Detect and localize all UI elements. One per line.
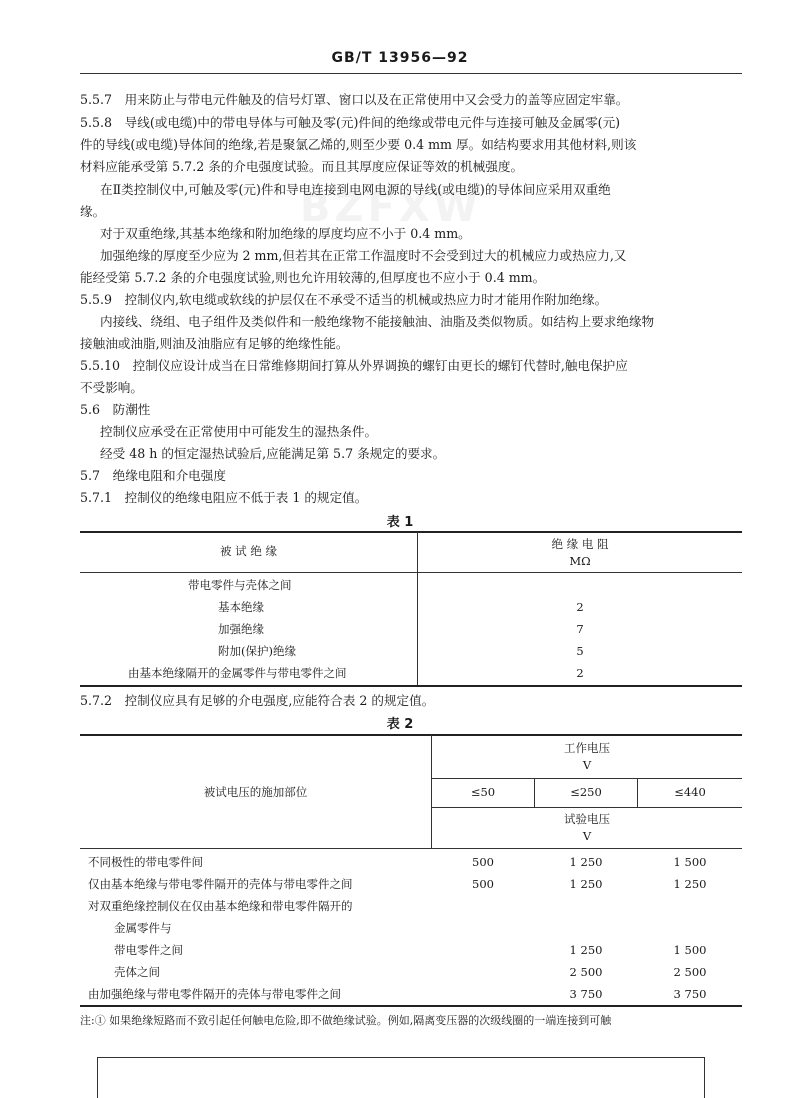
table2-header-rule: [80, 848, 742, 849]
table1-row-value: 5: [576, 644, 584, 658]
table1-col2-header: 绝 缘 电 阻: [551, 537, 609, 551]
table2-voltage-col: ≤440: [674, 785, 706, 799]
paragraph-line: 对于双重绝缘,其基本绝缘和附加绝缘的厚度均应不小于 0.4 mm。: [100, 226, 471, 241]
table2-cell: 500: [472, 855, 494, 869]
table1-row-label: 加强绝缘: [218, 622, 264, 636]
paragraph-line: 5.5.9 控制仪内,软电缆或软线的护层仅在不承受不适当的机械或热应力时才能用作附加绝缘。: [80, 292, 608, 307]
table2-test-voltage: 试验电压: [564, 812, 610, 826]
table-note: 注:① 如果绝缘短路而不致引起任何触电危险,即不做绝缘试验。例如,隔离变压器的次级线圈的一端连接到可触: [80, 1014, 612, 1027]
table1-row-label: 由基本绝缘隔开的金属零件与带电零件之间: [128, 666, 347, 680]
table2-cell: 1 250: [569, 855, 603, 869]
table2-cell: 2 500: [569, 965, 603, 979]
table1-row-value: 2: [576, 666, 584, 680]
table2-row-label: 不同极性的带电零件间: [88, 855, 203, 869]
table1-bottom-rule: [80, 685, 742, 687]
table2-cell: 1 250: [569, 943, 603, 957]
header-rule: [80, 73, 742, 74]
table1-row-value: 2: [576, 600, 584, 614]
section-heading: 5.7 绝缘电阻和介电强度: [80, 468, 226, 483]
paragraph-line: 能经受第 5.7.2 条的介电强度试验,则也允许用较薄的,但厚度也不应小于 0.4 mm。: [80, 270, 546, 285]
table1-col2-unit: MΩ: [569, 554, 591, 568]
bottom-frame: [97, 1057, 705, 1098]
table2-row-label: 金属零件与: [114, 921, 172, 935]
paragraph-line: 在Ⅱ类控制仪中,可触及零(元)件和导电连接到电网电源的导线(或电缆)的导体间应采用双重绝: [100, 182, 611, 197]
paragraph-line: 5.7.1 控制仪的绝缘电阻应不低于表 1 的规定值。: [80, 490, 368, 505]
table2-work-unit: V: [582, 758, 592, 772]
page-header: GB/T 13956—92: [331, 50, 469, 66]
section-heading: 5.6 防潮性: [80, 402, 151, 417]
table2-cell: 1 500: [673, 855, 707, 869]
table2-cell: 500: [472, 877, 494, 891]
paragraph-line: 内接线、绕组、电子组件及类似件和一般绝缘物不能接触油、油脂及类似物质。如结构上要求绝缘物: [100, 314, 655, 329]
table2-cell: 3 750: [569, 987, 603, 1001]
table2-row-label: 由加强绝缘与带电零件隔开的壳体与带电零件之间: [88, 987, 341, 1001]
paragraph-line: 接触油或油脂,则油及油脂应有足够的绝缘性能。: [80, 336, 349, 351]
table2-subheader-rule: [431, 807, 742, 808]
paragraph-line: 5.7.2 控制仪应具有足够的介电强度,应能符合表 2 的规定值。: [80, 693, 435, 708]
table2-voltage-col: ≤250: [570, 785, 602, 799]
table2-cell: 1 250: [673, 877, 707, 891]
table1-row-label: 带电零件与壳体之间: [188, 578, 292, 592]
table1-col1-header: 被 试 绝 缘: [220, 544, 277, 558]
table1-caption: 表 1: [386, 515, 414, 530]
table1-top-rule: [80, 531, 742, 533]
table1-row-label: 基本绝缘: [218, 600, 264, 614]
table2-test-unit: V: [582, 829, 592, 843]
table1-header-rule: [80, 572, 742, 573]
paragraph-line: 不受影响。: [80, 380, 143, 395]
table2-col1-header: 被试电压的施加部位: [203, 785, 308, 799]
table2-row-label: 仅由基本绝缘与带电零件隔开的壳体与带电零件之间: [88, 877, 353, 891]
paragraph-line: 件的导线(或电缆)导体间的绝缘,若是聚氯乙烯的,则至少要 0.4 mm 厚。如结构要求用其他材料,则该: [80, 137, 637, 152]
paragraph-line: 5.5.8 导线(或电缆)中的带电导体与可触及零(元)件间的绝缘或带电元件与连接可触及金属零(元): [80, 115, 621, 130]
table2-caption: 表 2: [386, 717, 414, 732]
table2-row-label: 对双重绝缘控制仪在仅由基本绝缘和带电零件隔开的: [88, 899, 353, 913]
table2-voltage-col: ≤50: [470, 785, 496, 799]
paragraph-line: 加强绝缘的厚度至少应为 2 mm,但若其在正常工作温度时不会受到过大的机械应力或热应力,又: [100, 248, 627, 263]
paragraph-line: 5.5.7 用来防止与带电元件触及的信号灯罩、窗口以及在正常使用中又会受力的盖等应固定牢靠。: [80, 92, 629, 107]
table2-subheader-rule: [431, 778, 742, 779]
table1-row-value: 7: [576, 622, 584, 636]
table2-cell: 1 500: [673, 943, 707, 957]
paragraph-line: 经受 48 h 的恒定湿热试验后,应能满足第 5.7 条规定的要求。: [100, 446, 446, 461]
watermark: BZFXW: [300, 185, 482, 231]
paragraph-line: 控制仪应承受在正常使用中可能发生的湿热条件。: [100, 424, 378, 439]
paragraph-line: 材料应能承受第 5.7.2 条的介电强度试验。而且其厚度应保证等效的机械强度。: [80, 159, 524, 174]
table2-work-voltage: 工作电压: [564, 741, 610, 755]
table2-cell: 2 500: [673, 965, 707, 979]
table1-row-label: 附加(保护)绝缘: [218, 644, 296, 658]
table2-top-rule: [80, 734, 742, 736]
table2-cell: 3 750: [673, 987, 707, 1001]
table2-row-label: 壳体之间: [114, 965, 160, 979]
table2-row-label: 带电零件之间: [114, 943, 183, 957]
table2-bottom-rule: [80, 1005, 742, 1007]
table2-cell: 1 250: [569, 877, 603, 891]
paragraph-line: 缘。: [80, 204, 106, 219]
paragraph-line: 5.5.10 控制仪应设计成当在日常维修期间打算从外界调换的螺钉由更长的螺钉代替时,触电保护应: [80, 358, 628, 373]
